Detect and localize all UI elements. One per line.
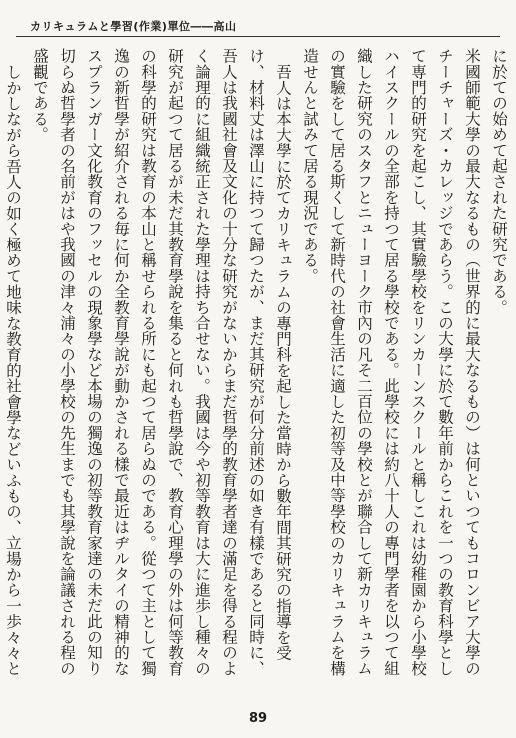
- vertical-text-block: [4, 48, 512, 688]
- paragraph: しかしながら吾人の如く極めて地味な教育的社會學などいふもの、立場から一歩々々と: [4, 63, 22, 676]
- header-rule: [16, 36, 500, 37]
- paragraph: 吾人は本大學に於てカリキュラムの專門科を起した當時から數年間其研究の指導を受け、材料丈は澤山に持つて歸つたが、まだ其研究が何分前述の如き有樣であると同時に、吾人は我國社會及文化の十分な研究がないからまだ哲學的教育學者達の滿足を得る程のよく論理的に組織統正された學理は持ち合せない。我國は今や初等教育は大に進歩し種々の研究が起つて居るが未だ其教育學說を集ると何れも哲學說で、教育心理學の外は何等教育の科學的研究は教育の本山と稱せられる所にも起つて居らぬのである。從つて主として獨逸の新哲學が紹介される毎に何か全教育學說が動かされる樣で最近はヂルタイの精神的なスプランガー文化教育のフッセルの現象學など本場の獨逸の初等教育家達の未だ此の知り切らぬ哲學者の名前がはや我國の津々浦々の小學校の先生までも其學說を論議される程の盛觀である。: [31, 48, 292, 676]
- running-header: [8, 14, 508, 38]
- paragraph: に於ての始めて起された研究である。: [490, 48, 508, 315]
- page-number: 89: [248, 711, 268, 726]
- running-header-title: カリキュラムと學習(作業)單位――高山: [30, 20, 237, 33]
- paragraph: 米國師範大學の最大なるもの（世界的に最大なるもの）は何といつてもコロンビア大學のチーチャーズ・カレッジであらう。この大學に於て數年前からこれを一つの教育科學として専門的研究を起こし、其實驗學校をリンカーンスクールと稱しこれは幼稚園から小學校ハイスクールの全部を持つて居る學校である。此學校には約八十人の專門學者を以つて組織した研究のスタフとニューヨーク市內の凡そ二百位の學校とが聯合して新カリキュラムの實驗をして居る斯くして新時代の社會生活に適した初等及中等學校のカリキュラムを構造せんと試みて居る現況である。: [301, 48, 481, 676]
